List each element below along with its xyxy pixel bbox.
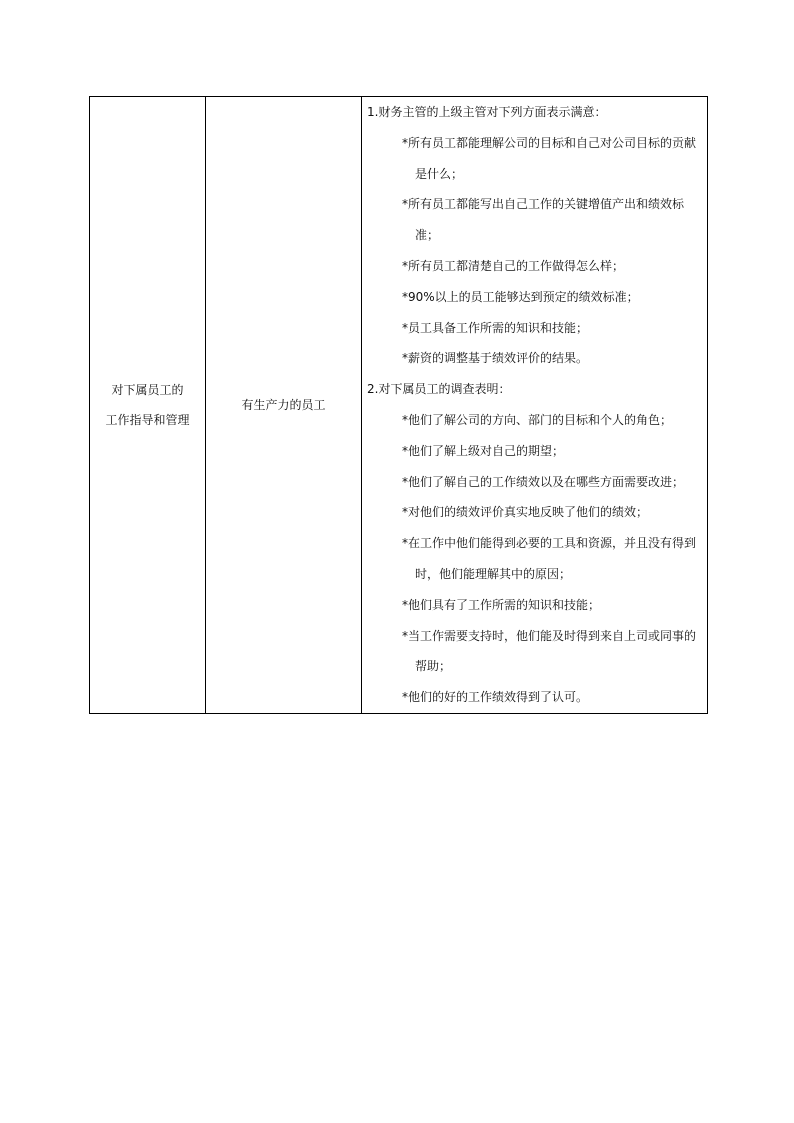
list-item: *他们的好的工作绩效得到了认可。 bbox=[402, 690, 589, 705]
standards-cell bbox=[362, 97, 708, 714]
list-item: *他们了解公司的方向、部门的目标和个人的角色； bbox=[402, 412, 673, 427]
list-item: *所有员工都能理解公司的目标和自己对公司目标的贡献 bbox=[402, 135, 697, 150]
table-row bbox=[90, 97, 708, 714]
list-item-continuation: 准； bbox=[415, 228, 440, 243]
outcome-cell bbox=[206, 97, 362, 714]
list-item-continuation: 时，他们能理解其中的原因； bbox=[415, 566, 572, 581]
list-item: *员工具备工作所需的知识和技能； bbox=[402, 320, 589, 335]
list-item: *在工作中他们能得到必要的工具和资源，并且没有得到 bbox=[402, 536, 697, 551]
list-item-continuation: 帮助； bbox=[415, 659, 452, 674]
list-item: *他们具有了工作所需的知识和技能； bbox=[402, 597, 601, 612]
category-cell bbox=[90, 97, 206, 714]
list-item: *薪资的调整基于绩效评价的结果。 bbox=[402, 351, 589, 366]
category-line: 对下属员工的 bbox=[111, 382, 184, 397]
section-heading: 2.对下属员工的调查表明： bbox=[367, 382, 511, 397]
section-heading: 1.财务主管的上级主管对下列方面表示满意： bbox=[367, 105, 607, 119]
category-line: 工作指导和管理 bbox=[105, 412, 190, 427]
list-item: *他们了解自己的工作绩效以及在哪些方面需要改进； bbox=[402, 474, 685, 489]
list-item: *当工作需要支持时，他们能及时得到来自上司或同事的 bbox=[402, 628, 697, 643]
list-item: *90%以上的员工能够达到预定的绩效标准； bbox=[402, 289, 639, 304]
list-item: *所有员工都清楚自己的工作做得怎么样； bbox=[402, 258, 625, 273]
outcome-text: 有生产力的员工 bbox=[241, 398, 326, 413]
list-item: *他们了解上级对自己的期望； bbox=[402, 443, 565, 458]
list-item-continuation: 是什么； bbox=[415, 166, 464, 181]
list-item: *所有员工都能写出自己工作的关键增值产出和绩效标 bbox=[402, 197, 685, 212]
performance-table bbox=[89, 96, 708, 714]
list-item: *对他们的绩效评价真实地反映了他们的绩效； bbox=[402, 505, 649, 520]
